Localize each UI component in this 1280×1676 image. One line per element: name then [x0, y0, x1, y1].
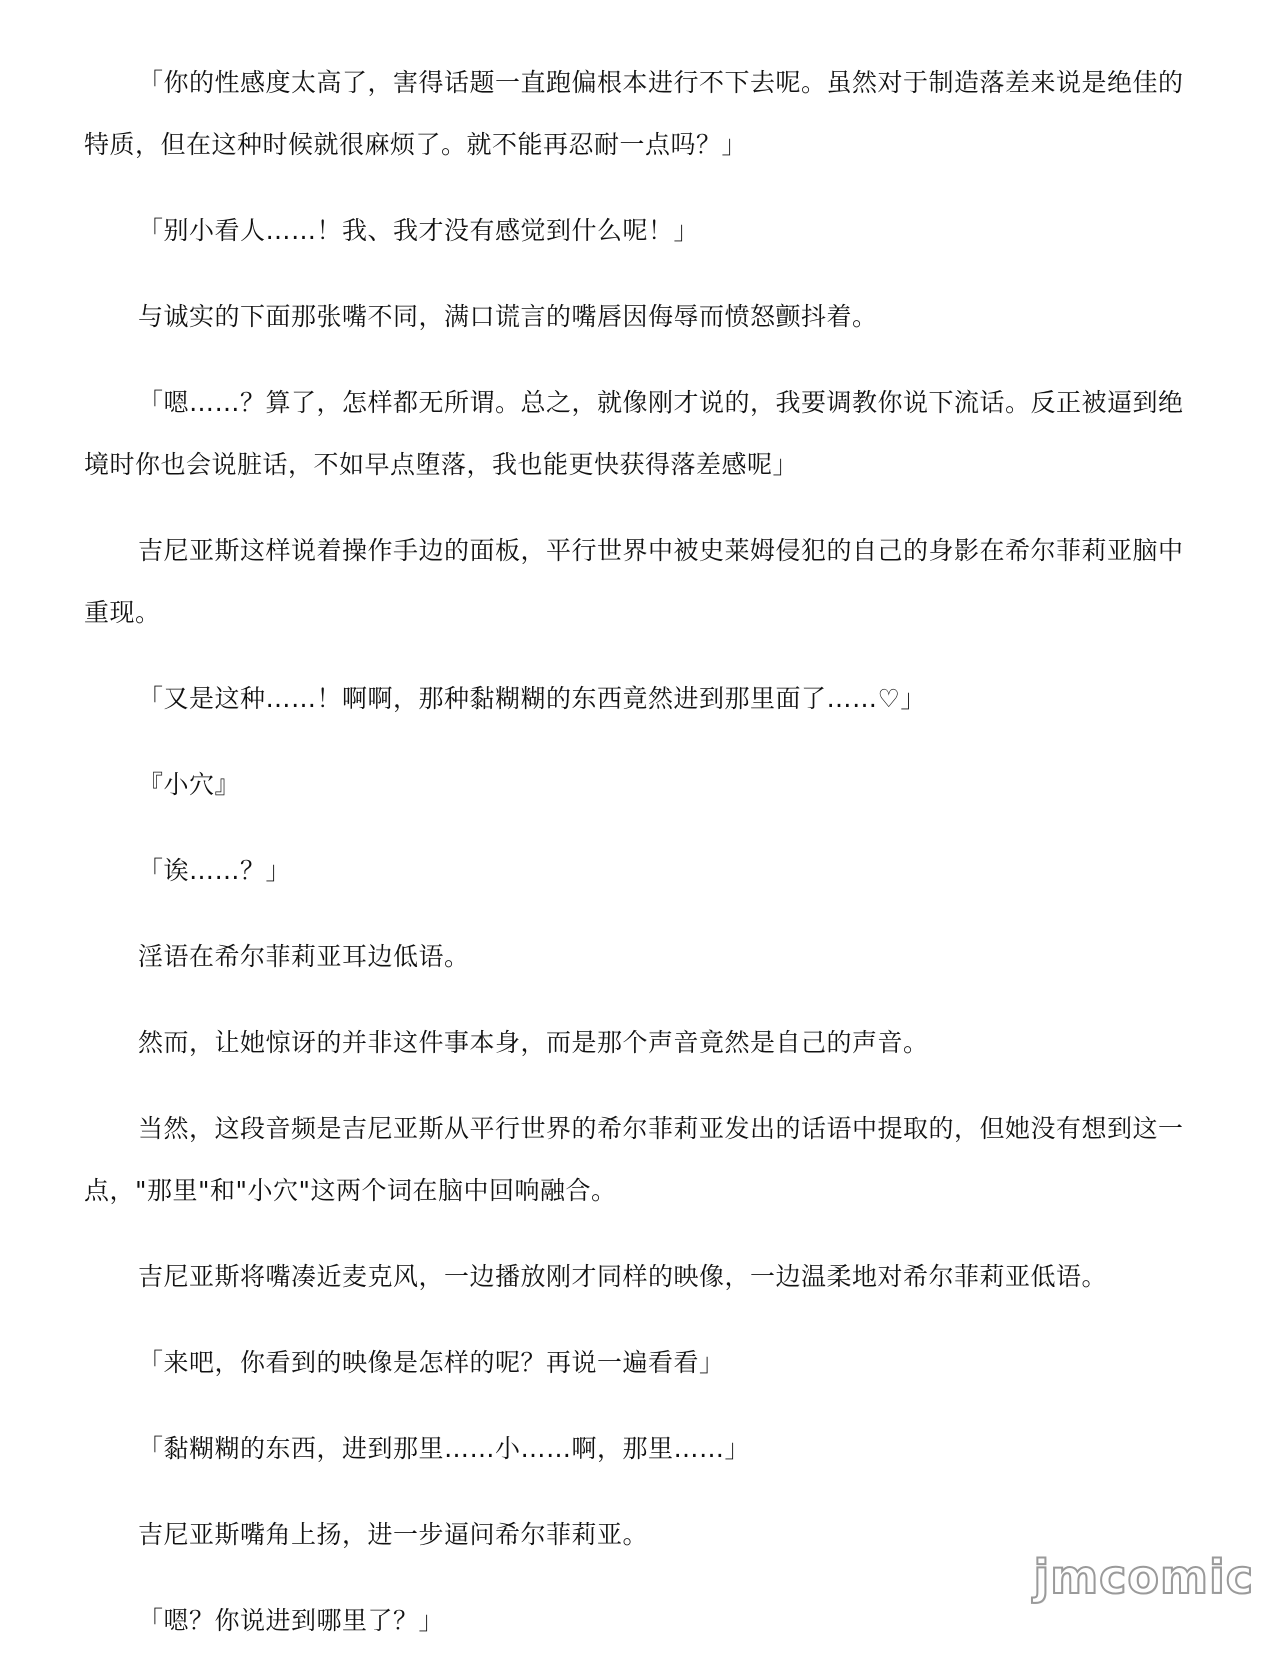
paragraph-4: 「嗯……？算了，怎样都无所谓。总之，就像刚才说的，我要调教你说下流话。反正被逼到绝境时你也会说脏话，不如早点堕落，我也能更快获得落差感呢」 — [84, 388, 1184, 479]
paragraph-3: 与诚实的下面那张嘴不同，满口谎言的嘴唇因侮辱而愤怒颤抖着。 — [138, 302, 878, 331]
paragraph-2: 「别小看人……！我、我才没有感觉到什么呢！」 — [138, 216, 700, 245]
paragraph-5: 吉尼亚斯这样说着操作手边的面板，平行世界中被史莱姆侵犯的自己的身影在希尔菲莉亚脑中重现。 — [84, 536, 1184, 627]
paragraph-13: 「来吧，你看到的映像是怎样的呢？再说一遍看看」 — [138, 1348, 725, 1377]
paragraph-8: 「诶……？」 — [138, 856, 292, 885]
watermark-logo: jmcomic — [1033, 1550, 1254, 1604]
paragraph-7: 『小穴』 — [138, 770, 241, 799]
paragraph-10: 然而，让她惊讶的并非这件事本身，而是那个声音竟然是自己的声音。 — [138, 1028, 929, 1057]
paragraph-15: 吉尼亚斯嘴角上扬，进一步逼问希尔菲莉亚。 — [138, 1520, 649, 1549]
paragraph-16: 「嗯？你说进到哪里了？」 — [138, 1606, 445, 1635]
paragraph-11: 当然，这段音频是吉尼亚斯从平行世界的希尔菲莉亚发出的话语中提取的，但她没有想到这一点，"那里"和"小穴"这两个词在脑中回响融合。 — [84, 1114, 1184, 1205]
paragraph-9: 淫语在希尔菲莉亚耳边低语。 — [138, 942, 470, 971]
paragraph-6: 「又是这种……！啊啊，那种黏糊糊的东西竟然进到那里面了……♡」 — [138, 684, 926, 713]
paragraph-14: 「黏糊糊的东西，进到那里……小……啊，那里……」 — [138, 1434, 751, 1463]
text-body — [84, 52, 1204, 1676]
paragraph-12: 吉尼亚斯将嘴凑近麦克风，一边播放刚才同样的映像，一边温柔地对希尔菲莉亚低语。 — [138, 1262, 1108, 1291]
paragraph-1: 「你的性感度太高了，害得话题一直跑偏根本进行不下去呢。虽然对于制造落差来说是绝佳的特质，但在这种时候就很麻烦了。就不能再忍耐一点吗？」 — [84, 68, 1184, 159]
